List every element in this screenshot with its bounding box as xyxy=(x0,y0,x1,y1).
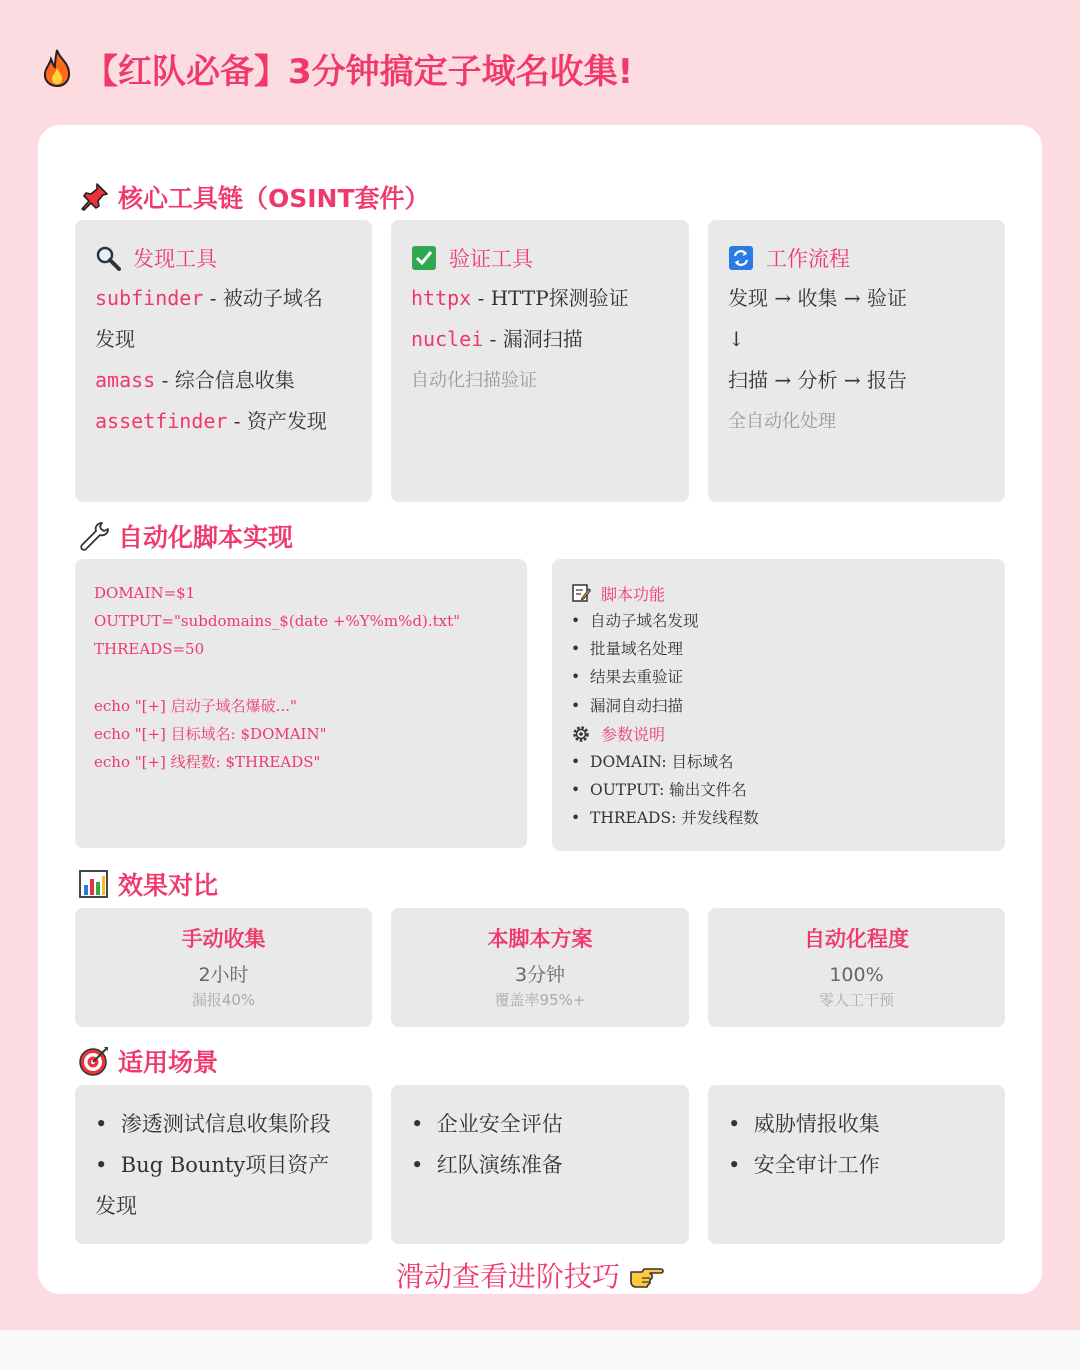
scenario-item: • 红队演练准备 xyxy=(411,1153,563,1177)
scenario-box xyxy=(708,1085,1005,1244)
scenario-box xyxy=(391,1085,689,1244)
tool-item: assetfinder - 资产发现 xyxy=(95,409,327,433)
target-icon xyxy=(78,1045,110,1077)
feature-item: • 自动子域名发现 xyxy=(571,612,699,630)
scenario-item: • 威胁情报收集 xyxy=(728,1112,880,1136)
bottom-strip xyxy=(0,1330,1080,1370)
workflow-line-2: 扫描 → 分析 → 报告 xyxy=(728,368,907,392)
swipe-hint[interactable] xyxy=(396,1254,664,1296)
compare-card-note: 覆盖率95%+ xyxy=(494,991,586,1009)
verify-tools-head: 验证工具 xyxy=(411,242,689,274)
compare-card-value: 2小时 xyxy=(198,964,249,986)
params-head: 参数说明 xyxy=(571,720,1005,748)
pointing-hand-icon xyxy=(628,1260,664,1290)
code-line: THREADS=50 xyxy=(94,640,205,659)
workflow-note: 全自动化处理 xyxy=(728,411,836,432)
code-line: OUTPUT="subdomains_$(date +%Y%m%d).txt" xyxy=(94,612,461,631)
tool-item: 发现 xyxy=(95,327,135,351)
features-head: 脚本功能 xyxy=(571,579,1005,607)
code-line: DOMAIN=$1 xyxy=(94,584,196,602)
script-section-title: 自动化脚本实现 xyxy=(78,518,293,554)
workflow-box xyxy=(708,220,1005,502)
tool-item: nuclei - 漏洞扫描 xyxy=(411,327,583,351)
swipe-hint-text: 滑动查看进阶技巧 xyxy=(396,1260,621,1293)
compare-card-manual xyxy=(75,908,372,1027)
magnifier-icon xyxy=(95,245,121,271)
compare-section-title: 效果对比 xyxy=(78,866,218,902)
code-line: echo "[+] 线程数: $THREADS" xyxy=(94,753,321,772)
fire-icon xyxy=(40,48,74,88)
refresh-icon xyxy=(728,245,754,271)
pushpin-icon xyxy=(78,181,110,213)
bar-chart-icon xyxy=(78,868,110,900)
memo-icon xyxy=(571,583,591,603)
scenario-item: • 渗透测试信息收集阶段 xyxy=(95,1112,331,1136)
page-title-text: 【红队必备】3分钟搞定子域名收集! xyxy=(84,51,634,92)
feature-item: • 漏洞自动扫描 xyxy=(571,696,684,715)
compare-card-note: 零人工干预 xyxy=(818,991,894,1009)
code-line xyxy=(94,664,527,692)
discovery-tools-box xyxy=(75,220,372,502)
toolchain-section-title: 核心工具链（OSINT套件） xyxy=(78,179,430,215)
verify-tools-box xyxy=(391,220,689,502)
tool-item: httpx - HTTP探测验证 xyxy=(411,286,629,310)
compare-card-automation xyxy=(708,908,1005,1027)
compare-card-title: 手动收集 xyxy=(181,927,266,951)
tool-item: amass - 综合信息收集 xyxy=(95,368,295,392)
code-line: echo "[+] 目标域名: $DOMAIN" xyxy=(94,725,327,744)
param-item: • DOMAIN: 目标域名 xyxy=(571,752,734,771)
feature-item: • 批量域名处理 xyxy=(571,640,684,659)
verify-note: 自动化扫描验证 xyxy=(411,370,537,391)
discovery-tools-head: 发现工具 xyxy=(95,242,372,274)
compare-card-title: 自动化程度 xyxy=(804,927,909,951)
param-item: • OUTPUT: 输出文件名 xyxy=(571,781,747,800)
scenario-box xyxy=(75,1085,372,1244)
feature-item: • 结果去重验证 xyxy=(571,668,684,687)
scenario-item: • 安全审计工作 xyxy=(728,1153,880,1177)
param-item: • THREADS: 并发线程数 xyxy=(571,809,759,828)
scenario-item: • Bug Bounty项目资产发现 xyxy=(95,1153,330,1218)
code-line: echo "[+] 启动子域名爆破..." xyxy=(94,696,297,715)
compare-card-note: 漏报40% xyxy=(191,991,256,1009)
gear-icon xyxy=(571,724,591,744)
tool-item: subfinder - 被动子域名 xyxy=(95,286,323,310)
wrench-icon xyxy=(78,520,110,552)
scenarios-section-title: 适用场景 xyxy=(78,1043,218,1079)
page-title xyxy=(40,40,633,96)
compare-card-value: 3分钟 xyxy=(514,964,566,986)
compare-card-script xyxy=(391,908,689,1027)
workflow-head: 工作流程 xyxy=(728,242,1005,274)
workflow-arrow: ↓ xyxy=(728,327,745,351)
workflow-line-1: 发现 → 收集 → 验证 xyxy=(728,286,907,310)
compare-card-title: 本脚本方案 xyxy=(487,927,593,951)
script-features-box xyxy=(552,559,1005,851)
compare-card-value: 100% xyxy=(829,964,884,986)
scenario-item: • 企业安全评估 xyxy=(411,1112,563,1136)
check-box-icon xyxy=(411,245,437,271)
code-block xyxy=(75,559,527,848)
content-card xyxy=(38,125,1042,1294)
